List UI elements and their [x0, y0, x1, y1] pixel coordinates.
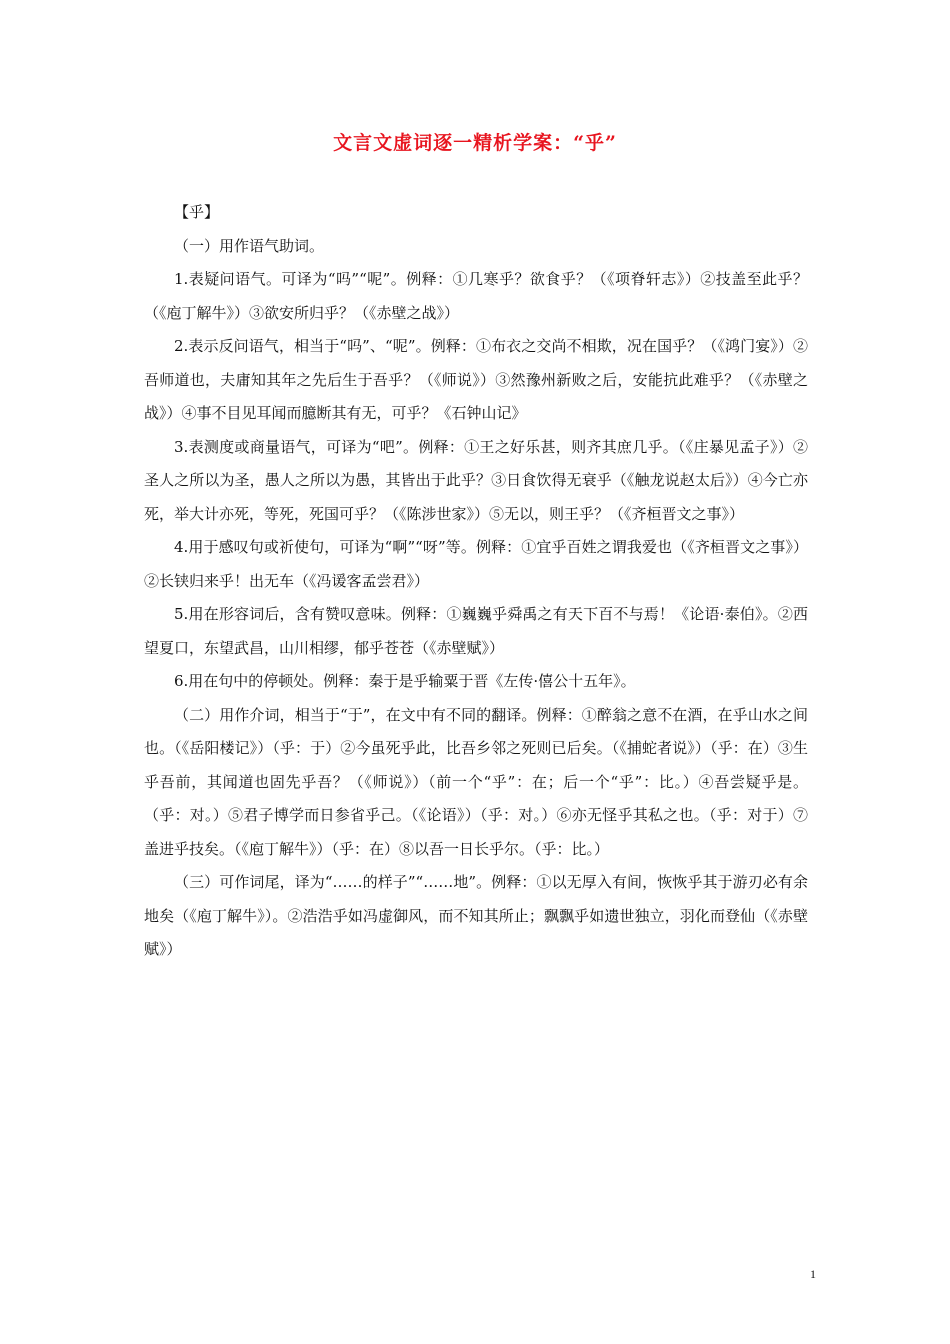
paragraph: 4.用于感叹句或祈使句，可译为“啊”“呀”等。例释：①宜乎百姓之谓我爱也（《齐桓晋文之事》）②长铗归来乎！出无车（《冯谖客孟尝君》） [144, 538, 808, 590]
paragraph: 5.用在形容词后，含有赞叹意味。例释：①巍巍乎舜禹之有天下百不与焉！《论语·泰伯》。②西望夏口，东望武昌，山川相缪，郁乎苍苍（《赤壁赋》） [144, 605, 808, 657]
paragraph: （三）可作词尾，译为“……的样子”“……地”。例释：①以无厚入有间，恢恢乎其于游刃必有余地矣（《庖丁解牛》）。②浩浩乎如冯虚御风，而不知其所止；飘飘乎如遗世独立，羽化而登仙（《赤壁赋》） [144, 873, 808, 958]
paragraph: 6.用在句中的停顿处。例释：秦于是乎输粟于晋《左传·僖公十五年》。 [174, 672, 636, 690]
paragraph: （一）用作语气助词。 [174, 236, 325, 255]
paragraph: （二）用作介词，相当于“于”，在文中有不同的翻译。例释：①醉翁之意不在酒，在乎山水之间也。（《岳阳楼记》）（乎：于）②今虽死乎此，比吾乡邻之死则已后矣。（《捕蛇者说》）（乎：在）③生乎吾前，其闻道也固先乎吾？（《师说》）（前一个“乎”：在；后一个“乎”：比。）④吾尝疑乎是。（乎：对。）⑤君子博学而日参省乎己。（《论语》）（乎：对。）⑥亦无怪乎其私之也。（乎：对于）⑦盖进乎技矣。（《庖丁解牛》）（乎：在）⑧以吾一日长乎尔。（乎：比。） [144, 705, 808, 858]
paragraph: 2.表示反问语气，相当于“吗”、“呢”。例释：①布衣之交尚不相欺，况在国乎？（《鸿门宴》）②吾师道也，夫庸知其年之先后生于吾乎？（《师说》）③然豫州新败之后，安能抗此难乎？（《赤壁之战》）④事不目见耳闻而臆断其有无，可乎？《石钟山记》 [144, 337, 808, 422]
page-title: 文言文虚词逐一精析学案：“乎” [333, 132, 617, 154]
paragraph: 3.表测度或商量语气，可译为“吧”。例释：①王之好乐甚，则齐其庶几乎。（《庄暴见孟子》）②圣人之所以为圣，愚人之所以为愚，其皆出于此乎？③日食饮得无衰乎（《触龙说赵太后》）④今亡亦死，举大计亦死，等死，死国可乎？（《陈涉世家》）⑤无以，则王乎？（《齐桓晋文之事》） [144, 437, 808, 523]
page-number: 1 [810, 1267, 816, 1281]
section-heading: 【乎】 [174, 203, 220, 221]
document-body [144, 196, 808, 967]
paragraph: 1.表疑问语气。可译为“吗”“呢”。例释：①几寒乎？欲食乎？（《项脊轩志》）②技盖至此乎？（《庖丁解牛》）③欲安所归乎？（《赤壁之战》） [144, 270, 808, 322]
